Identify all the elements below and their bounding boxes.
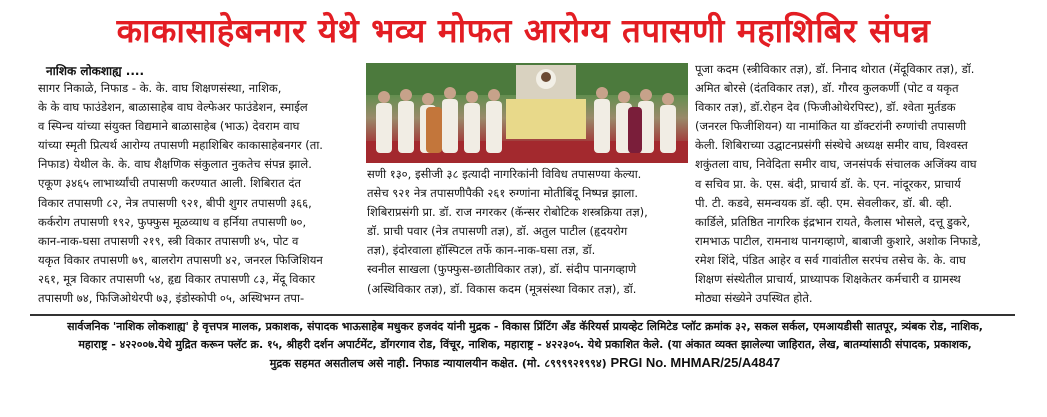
- text-line: तपासणी ७४, फिजिओथेरपी ७३, इंडोस्कोपी ०५, अस्थिभग्न तपा-: [38, 291, 305, 306]
- text-line: रामभाऊ पाटील, रामनाथ पानगव्हाणे, बाबाजी कुशारे, अशोक निफाडे,: [695, 233, 982, 248]
- text-line: कर्करोग तपासणी १९२, फुफ्फुस मूळव्याध व हर्निया तपासणी ७०,: [38, 214, 307, 229]
- text-line: कार्डिले, प्रतिष्ठित नागरिक इंद्रभान रायते, कैलास भोसले, दत्तू डुकरे,: [695, 214, 971, 229]
- text-line: तसेच ९२१ नेत्र तपासणीपैकी २६१ रुग्णांना मोतीबिंदू निष्पन्न झाला.: [367, 186, 639, 201]
- text-line: पूजा कदम (स्त्रीविकार तज्ञ), डॉ. निनाद थोरात (मेंदूविकार तज्ञ), डॉ.: [695, 62, 975, 76]
- text-line: (अस्थिविकार तज्ञ), डॉ. विकास कदम (मूत्रसंस्था विकार तज्ञ), डॉ.: [367, 281, 637, 296]
- text-line: स्वनील साखला (फुफ्फुस-छातीविकार तज्ञ), डॉ. संदीप पानगव्हाणे: [367, 262, 637, 277]
- headline: काकासाहेबनगर येथे भव्य मोफत आरोग्य तपासणी महाशिबिर संपन्न: [116, 11, 931, 50]
- dateline: नाशिक लोकशाह्य ....: [46, 64, 145, 78]
- text-line: २६१, मूत्र विकार तपासणी ५४, हृद्य विकार तपासणी ८३, मेंदू विकार: [38, 271, 316, 286]
- text-line: अमित बोरसे (दंतविकार तज्ञ), डॉ. गौरव कुलकर्णी (पोट व यकृत: [695, 81, 959, 96]
- text-line: कान-नाक-घसा तपासणी २१९, स्त्री विकार तपासणी ४५, पोट व: [38, 233, 299, 248]
- imprint-line: सार्वजनिक 'नाशिक लोकशाह्य' हे वृत्तपत्र मालक, प्रकाशक, संपादक भाऊसाहेब मधुकर हजवंद यांनी मुद्रक - विकास प्रिंटिंग अँड कॅरियर्स प्रायव्हेट लिमिटेड प्लॉट क्रमांक ३२, सकल सर्कल, एमआयडीसी सातपूर, त्र्यंबक रोड, नाशिक,: [67, 320, 983, 333]
- text-line: विकार तज्ञ), डॉ.रोहन देव (फिजीओथेरपिस्ट), डॉ. श्वेता मुर्तडक: [695, 100, 956, 115]
- event-photo-illustration: [366, 63, 688, 163]
- article-column-2: [367, 165, 689, 299]
- imprint-text: मुद्रक सहमत असतीलच असे नाही. निफाड न्यायालयीन कक्षेत. (मो. ८९९९९२१९९४): [269, 357, 607, 370]
- text-line: व सचिव प्रा. के. एस. बंदी, प्राचार्य डॉ. के. एन. नांदूरकर, प्राचार्य: [695, 176, 961, 191]
- event-photo: [366, 63, 688, 163]
- prgi-number: PRGI No. MHMAR/25/A4847: [610, 355, 781, 370]
- text-line: विकार तपासणी ८२, नेत्र तपासणी ९२१, बीपी शुगर तपासणी ३६६,: [38, 195, 312, 210]
- text-line: निफाड) येथील के. के. वाघ शैक्षणिक संकुलात नुकतेच संपन्न झाले.: [38, 157, 312, 172]
- text-line: यांच्या स्मृती प्रित्यर्थ आरोग्य तपासणी महाशिबिर काकासाहेबनगर (ता.: [38, 138, 323, 153]
- text-line: (जनरल फिजीशियन) या नामांकित या डॉक्टरांनी रुग्णांची तपासणी: [695, 119, 967, 134]
- imprint-line: [30, 354, 1020, 373]
- text-line: रमेश शिंदे, पंडित आहेर व सर्व गावांतील सरपंच तसेच के. के. वाघ: [695, 252, 966, 267]
- article-column-1: [38, 79, 363, 308]
- text-line: सणी १३०, इसीजी ३८ इत्यादी नागरिकांनी विविध तपासण्या केल्या.: [367, 167, 642, 181]
- text-line: सागर निकाळे, निफाड - के. के. वाघ शिक्षणसंस्था, नाशिक,: [38, 81, 282, 95]
- imprint-line: महाराष्ट्र - ४२२००७.येथे मुद्रित करून फ्लॅट क्र. १५, श्रीहरी दर्शन अपार्टमेंट, डोंगरगाव रोड, विंचूर, नाशिक, महाराष्ट्र - ४२२३०५. येथे प्रकाशित केले. (या अंकात व्यक्त झालेल्या जाहिरात, लेख, बातम्यांसाठी संपादक, प्रकाशक,: [78, 338, 972, 351]
- text-line: के के वाघ फाउंडेशन, बाळासाहेब वाघ वेल्फेअर फाउंडेशन, स्माईल: [38, 100, 308, 115]
- text-line: मोठ्या संख्येने उपस्थित होते.: [695, 291, 813, 306]
- text-line: शकुंतला वाघ, निवेदिता समीर वाघ, जनसंपर्क संचालक अजिंक्य वाघ: [695, 157, 977, 172]
- text-line: डॉ. प्राची पवार (नेत्र तपासणी तज्ञ), डॉ. अतुल पाटील (हृदयरोग: [367, 224, 628, 239]
- text-line: एकूण ३४६५ लाभार्थ्यांची तपासणी करण्यात आली. शिबिरात दंत: [38, 176, 301, 191]
- imprint-divider: [30, 314, 1015, 316]
- text-line: यकृत विकार तपासणी ७९, बालरोग तपासणी ४२, जनरल फिजिशियन: [38, 252, 323, 267]
- text-line: व स्पिन्च यांच्या संयुक्त विद्यमाने बाळासाहेब (भाऊ) देवराम वाघ: [38, 119, 300, 134]
- text-line: केली. शिबिराच्या उद्घाटनप्रसंगी संस्थेचे अध्यक्ष समीर वाघ, विश्वस्त: [695, 138, 968, 153]
- text-line: शिबिराप्रसंगी प्रा. डॉ. राज नगरकर (कॅन्सर रोबोटिक शस्त्रक्रिया तज्ञ),: [367, 205, 648, 220]
- text-line: पी. टी. कडवे, समन्वयक डॉ. व्ही. एम. सेवलीकर, डॉ. बी. व्ही.: [695, 195, 953, 210]
- imprint-footer: [30, 318, 1020, 373]
- article-column-3: [695, 60, 1040, 308]
- text-line: तज्ञ), इंदोरवाला हॉस्पिटल तर्फे कान-नाक-घसा तज्ञ, डॉ.: [367, 243, 596, 258]
- text-line: शिक्षण संस्थेतील प्राचार्य, प्राध्यापक शिक्षकेतर कर्मचारी व ग्रामस्थ: [695, 272, 961, 287]
